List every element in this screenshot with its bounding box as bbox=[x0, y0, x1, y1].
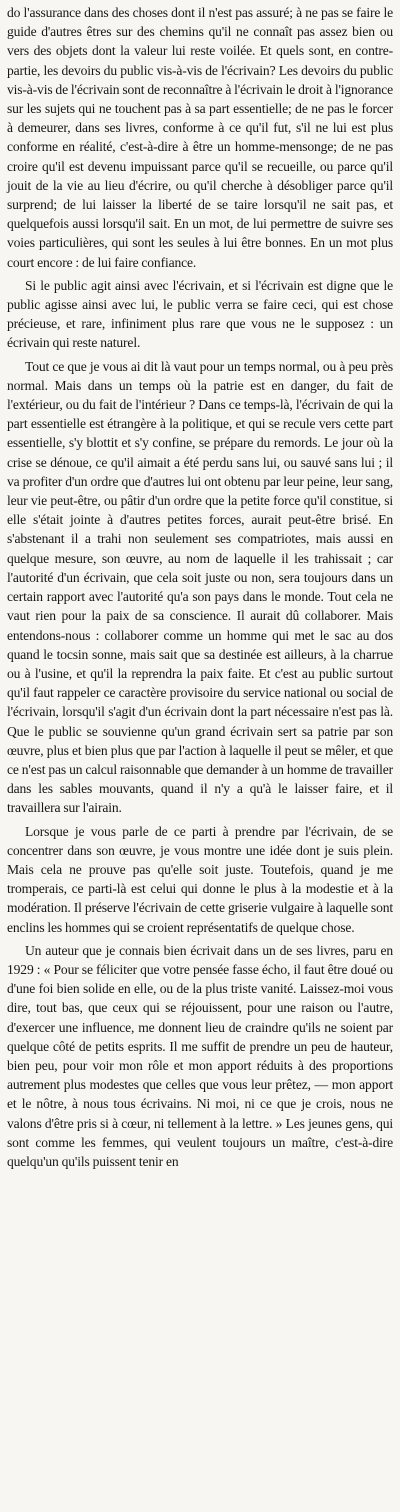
paragraph-public-behaviour: Si le public agit ainsi avec l'écrivain, et si l'écrivain est digne que le public agisse ainsi avec lui, le public verra se faire ceci, qui est chose précieuse, et rare, infiniment plus rare que vous ne le supposez : un écrivain qui reste naturel. bbox=[7, 277, 393, 351]
paragraph-concentration: Lorsque je vous parle de ce parti à prendre par l'écrivain, de se concentrer dans son œuvre, je vous montre une idée dont je suis plein. Mais cela ne prouve pas qu'elle soit juste. Toutefois, quand je me tromperais, ce parti-là est celui qui donne le plus à la modestie et à la modération. Il préserve l'écrivain de cette griserie vulgaire à laquelle sont enclins les hommes qui se croient représentatifs de quelque chose. bbox=[7, 823, 393, 935]
paragraph-duties: do l'assurance dans des choses dont il n'est pas assuré; à ne pas se faire le guide d'autres êtres sur des chemins qu'il ne connaît pas assez bien ou vers des objets dont la valeur lui reste voilée. Et quels sont, en contre-partie, les devoirs du public vis-à-vis de l'écrivain? Les devoirs du public vis-à-vis de l'écrivain sont de reconnaître à l'écrivain le droit à l'ignorance sur les sujets qui ne touchent pas à sa part essentielle; de ne pas le forcer à demeurer, dans ses livres, conforme à ce qu'il fut, s'il ne lui est plus conforme en réalité, c'est-à-dire à être un homme-mensonge; de ne pas croire qu'il est devenu impuissant parce qu'il se recueille, ou parce qu'il jouit de la vie au lieu d'écrire, ou qu'il cherche à désobliger parce qu'il surprend; de lui laisser la liberté de se taire lorsqu'il ne sait pas, et quelquefois aussi lorsqu'il sait. En un mot, de lui permettre de suivre ses voies particulières, qui sont les seules à lui être bonnes. En un mot plus court encore : de lui faire confiance. bbox=[7, 5, 393, 270]
paragraph-patrie-en-danger: Tout ce que je vous ai dit là vaut pour un temps normal, ou à peu près normal. Mais dans un temps où la patrie est en danger, du fait de l'extérieur, ou du fait de l'intérieur ? Dans ce temps-là, l'écrivain de qui la part essentielle est étrangère à la politique, et qui se recule vers cette part essentielle, s'y blottit et s'y confine, se prépare du remords. Le jour où la crise se dénoue, ce qu'il aimait a été perdu sans lui, ou sauvé sans lui ; il va profiter d'un ordre que d'autres lui ont obtenu par leur peine, leur sang, leur vie peut-être, ou pâtir d'un ordre que la petite force qu'il constitue, si elle s'était jointe à d'autres petites forces, aurait peut-être brisé. En s'abstenant il a trahi non seulement ses compatriotes, mais aussi en quelque mesure, son œuvre, au nom de laquelle il les trahissait ; car l'autorité d'un écrivain, que cela soit juste ou non, sera toujours dans un certain rapport avec l'autorité qu'a son pays dans le monde. Tout cela ne vaut rien pour la paix de sa conscience. Il aurait dû collaborer. Mais entendons-nous : collaborer comme un homme qui met le sac au dos quand le tocsin sonne, mais sait que sa destinée est ailleurs, à la charrue ou à l'usine, et qu'il la reprendra la paix faite. Et c'est au public surtout qu'il faut rappeler ce caractère provisoire du service national ou social de l'écrivain, lorsqu'il s'agit d'un écrivain dont la part nécessaire n'est pas là. Que le public se souvienne qu'un grand écrivain sert sa patrie par son œuvre, plus et bien plus que par l'action à laquelle il peut se mêler, et que ce n'est pas un calcul raisonnable que demander à un homme de travailler dans les sables mouvants, quand il n'y a qu'à le laisser faire, et il travaillera sur l'airain. bbox=[7, 358, 393, 816]
paragraph-quotation-1929: Un auteur que je connais bien écrivait dans un de ses livres, paru en 1929 : « Pour se féliciter que votre pensée fasse écho, il faut être doué ou d'une foi bien solide en elle, ou de la plus triste vanité. Laissez-moi vous dire, tout bas, que ceux qui se réjouissent, pour une raison ou l'autre, d'exercer une influence, me donnent lieu de craindre qu'ils ne soient par quelque côté de petits esprits. Il me suffit de prendre un peu de hauteur, bien peu, pour voir mon rôle et mon apport réduits à des proportions autrement plus modestes que celles que vous leur prêtez, — mon apport et le nôtre, à nous tous écrivains. Ni moi, ni ce que je crois, nous ne valons d'être pris si à cœur, ni tellement à la lettre. » Les jeunes gens, qui sont comme les femmes, qui veulent toujours un maître, c'est-à-dire quelqu'un qu'ils puissent tenir en bbox=[7, 942, 393, 1169]
